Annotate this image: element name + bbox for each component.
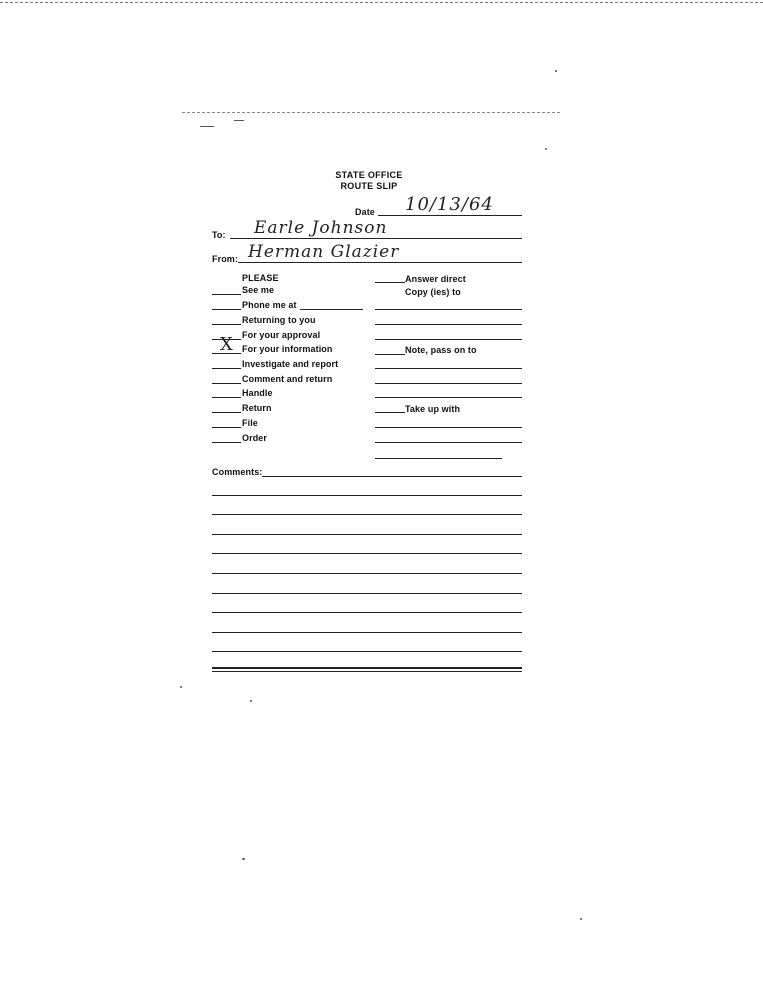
note-line-2[interactable] — [375, 383, 522, 384]
scan-speck — [180, 686, 182, 688]
comments-line-9[interactable] — [212, 632, 522, 633]
item-copy-to: Copy (ies) to — [405, 287, 461, 297]
item-phone-me: Phone me at — [242, 300, 297, 310]
item-take-up-with: Take up with — [405, 404, 461, 414]
slip-title-line2: ROUTE SLIP — [340, 181, 398, 191]
check-mark-information: X — [220, 334, 234, 355]
checkbox-blank-order[interactable] — [212, 442, 241, 443]
checkbox-blank-take-up-with[interactable] — [375, 412, 405, 413]
scan-speck — [200, 126, 214, 127]
item-return: Return — [242, 403, 272, 413]
item-note-pass-on: Note, pass on to — [405, 345, 477, 355]
copy-to-line-3[interactable] — [375, 339, 522, 340]
item-approval: For your approval — [242, 330, 321, 340]
copy-to-line-1[interactable] — [375, 309, 522, 310]
scan-speck — [555, 70, 557, 72]
checkbox-blank-handle[interactable] — [212, 397, 241, 398]
from-label: From: — [212, 254, 238, 264]
item-answer-direct: Answer direct — [405, 274, 466, 284]
scan-speck — [234, 120, 244, 121]
comments-line-2[interactable] — [212, 495, 522, 496]
phone-number-line[interactable] — [300, 309, 363, 310]
checkbox-blank-comment-return[interactable] — [212, 383, 241, 384]
checkbox-blank-returning[interactable] — [212, 324, 241, 325]
take-up-line-1[interactable] — [375, 427, 522, 428]
checkbox-blank-note-pass-on[interactable] — [375, 354, 405, 355]
from-line — [238, 262, 522, 263]
comments-label: Comments: — [212, 467, 263, 477]
copy-to-line-2[interactable] — [375, 324, 522, 325]
item-see-me: See me — [242, 285, 275, 295]
scan-speck — [545, 148, 547, 150]
to-label: To: — [212, 230, 226, 240]
from-value: Herman Glazier — [248, 242, 400, 262]
to-line — [230, 238, 522, 239]
slip-top-edge — [182, 112, 560, 113]
checkbox-blank-file[interactable] — [212, 427, 241, 428]
please-label: PLEASE — [242, 273, 279, 283]
comments-line-4[interactable] — [212, 534, 522, 535]
item-information: For your information — [242, 344, 333, 354]
checkbox-blank-see-me[interactable] — [212, 294, 241, 295]
note-line-1[interactable] — [375, 368, 522, 369]
comments-line-8[interactable] — [212, 612, 522, 613]
date-label: Date — [355, 207, 375, 217]
scan-speck — [580, 918, 582, 920]
comments-line-1[interactable] — [262, 476, 522, 477]
item-handle: Handle — [242, 388, 273, 398]
to-value: Earle Johnson — [254, 218, 388, 238]
item-file: File — [242, 418, 258, 428]
comments-line-10[interactable] — [212, 651, 522, 652]
comments-line-5[interactable] — [212, 553, 522, 554]
comments-line-3[interactable] — [212, 514, 522, 515]
scan-speck — [242, 858, 245, 860]
item-investigate: Investigate and report — [242, 359, 339, 369]
note-line-3[interactable] — [375, 397, 522, 398]
bottom-rule-lower — [212, 671, 522, 672]
take-up-line-3[interactable] — [375, 458, 502, 459]
checkbox-blank-investigate[interactable] — [212, 368, 241, 369]
checkbox-blank-answer-direct[interactable] — [375, 282, 405, 283]
checkbox-blank-phone-me[interactable] — [212, 309, 241, 310]
bottom-rule-upper — [212, 667, 522, 669]
scan-speck — [250, 700, 252, 702]
date-line — [378, 215, 522, 216]
comments-line-7[interactable] — [212, 593, 522, 594]
take-up-line-2[interactable] — [375, 442, 522, 443]
checkbox-blank-return[interactable] — [212, 412, 241, 413]
item-order: Order — [242, 433, 268, 443]
scan-top-edge — [0, 2, 763, 3]
date-value: 10/13/64 — [405, 194, 494, 215]
comments-line-6[interactable] — [212, 573, 522, 574]
item-comment-return: Comment and return — [242, 374, 333, 384]
item-returning: Returning to you — [242, 315, 316, 325]
slip-title-line1: STATE OFFICE — [335, 170, 403, 180]
